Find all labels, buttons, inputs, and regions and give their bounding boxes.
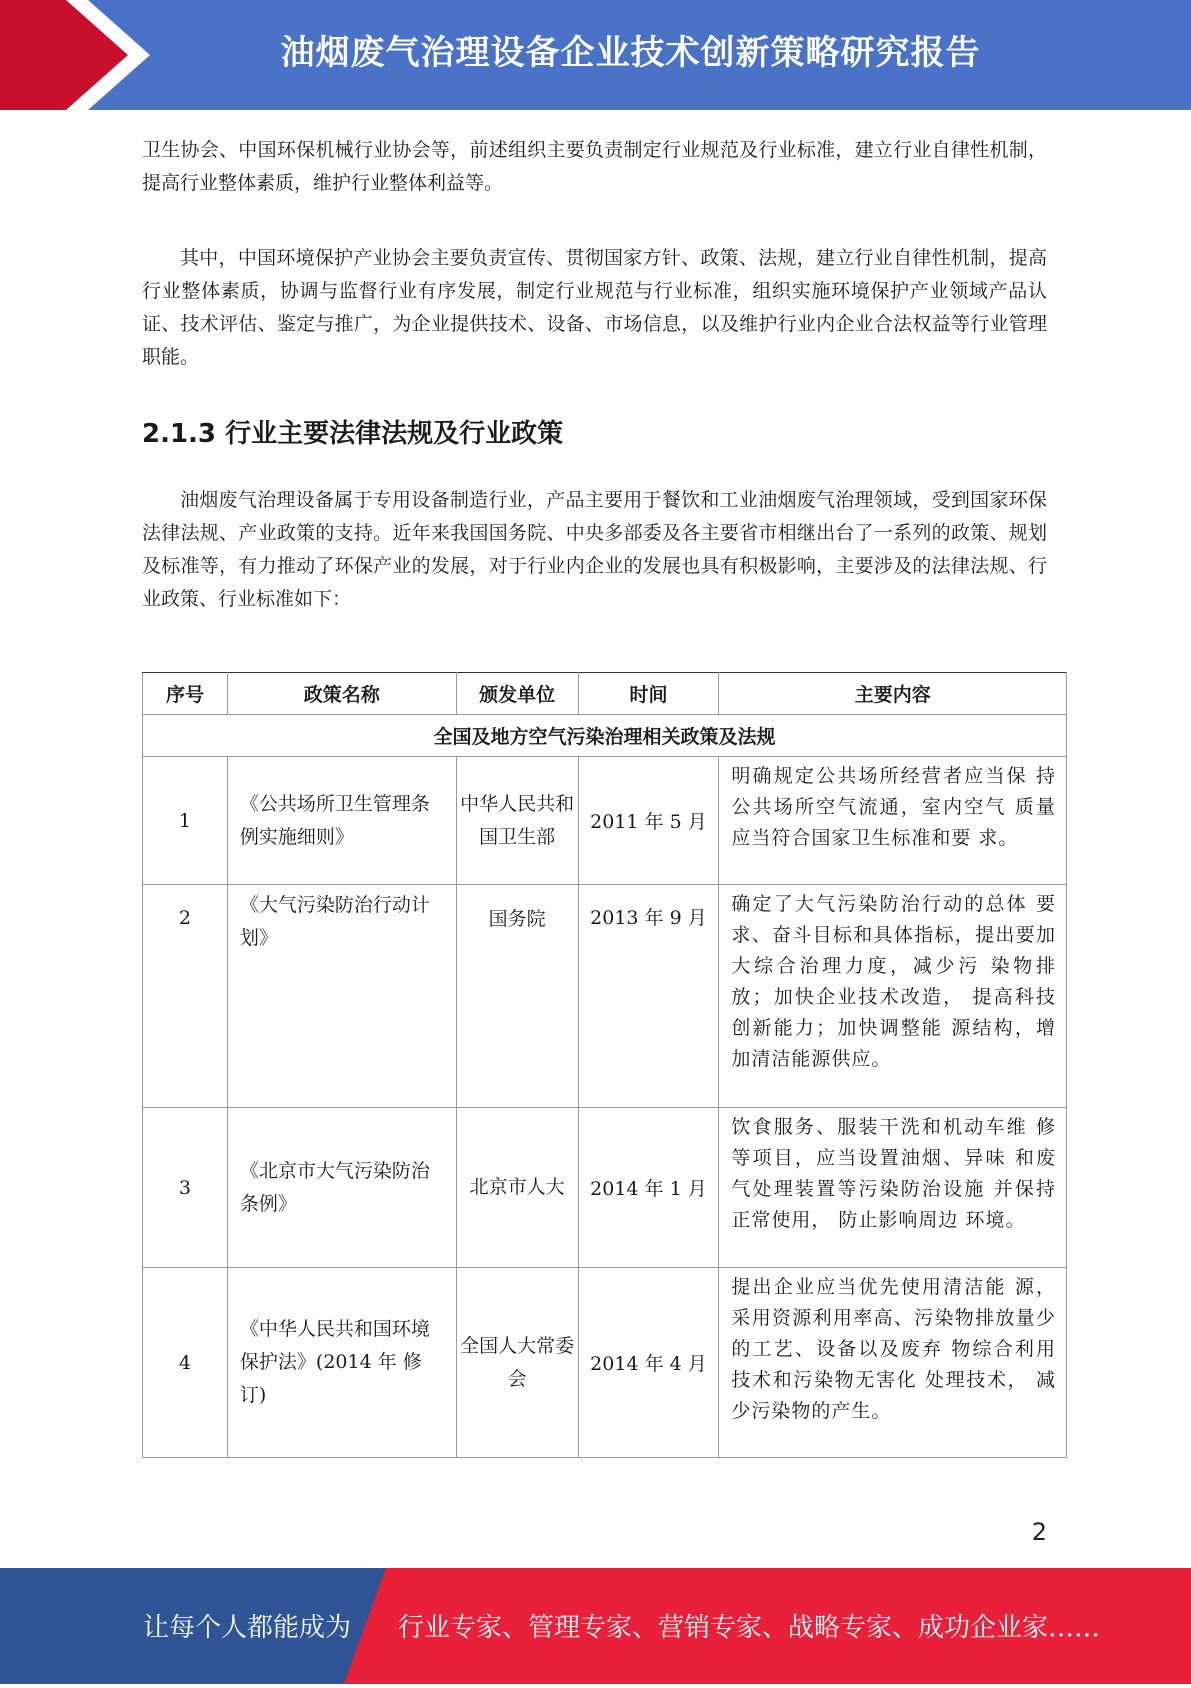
body-content xyxy=(142,134,1047,616)
row-policy-name: 《公共场所卫生管理条例实施细则》 xyxy=(227,757,456,885)
row-date: 2011 年 5 月 xyxy=(578,757,719,885)
page-header xyxy=(0,0,1191,110)
row-num: 3 xyxy=(143,1108,228,1268)
row-issuer: 北京市人大 xyxy=(456,1108,578,1268)
table-row xyxy=(143,1108,1067,1268)
row-content: 提出企业应当优先使用清洁能 源，采用资源利用率高、污染物排放量少的工艺、设备以及废弃 物综合利用技术和污染物无害化 处理技术， 减少污染物的产生。 xyxy=(719,1268,1067,1458)
header-cell-date: 时间 xyxy=(578,673,719,715)
table-row xyxy=(143,885,1067,1108)
report-title: 油烟废气治理设备企业技术创新策略研究报告 xyxy=(280,33,981,73)
table-row xyxy=(143,1268,1067,1458)
header-cell-issuer: 颁发单位 xyxy=(456,673,578,715)
row-policy-name: 《大气污染防治行动计划》 xyxy=(227,885,456,1108)
row-date: 2014 年 1 月 xyxy=(578,1108,719,1268)
category-cell: 全国及地方空气污染治理相关政策及法规 xyxy=(143,715,1067,757)
row-issuer: 全国人大常委会 xyxy=(456,1268,578,1458)
table-row xyxy=(143,757,1067,885)
header-cell-num: 序号 xyxy=(143,673,228,715)
row-policy-name: 《北京市大气污染防治条例》 xyxy=(227,1108,456,1268)
row-date: 2014 年 4 月 xyxy=(578,1268,719,1458)
footer-slogan-right: 行业专家、管理专家、营销专家、战略专家、成功企业家…… xyxy=(398,1613,1101,1643)
table-header-row xyxy=(143,673,1067,715)
row-policy-name: 《中华人民共和国环境保护法》(2014 年 修订) xyxy=(227,1268,456,1458)
header-cell-name: 政策名称 xyxy=(227,673,456,715)
row-num: 2 xyxy=(143,885,228,1108)
paragraph-2: 其中，中国环境保护产业协会主要负责宣传、贯彻国家方针、政策、法规，建立行业自律性机制，提高行业整体素质，协调与监督行业有序发展，制定行业规范与行业标准，组织实施环境保护产业领域产品认证、技术评估、鉴定与推广，为企业提供技术、设备、市场信息，以及维护行业内企业合法权益等行业管理职能。 xyxy=(142,247,1047,368)
header-cell-content: 主要内容 xyxy=(719,673,1067,715)
row-content: 明确规定公共场所经营者应当保 持公共场所空气流通，室内空气 质量应当符合国家卫生标准和要 求。 xyxy=(719,757,1067,885)
section-heading: 2.1.3 行业主要法律法规及行业政策 xyxy=(142,419,564,449)
page-number: 2 xyxy=(1031,1518,1047,1546)
row-content: 确定了大气污染防治行动的总体 要求、奋斗目标和具体指标，提出要加大综合治理力度，减少污 染物排放；加快企业技术改造， 提高科技创新能力；加快调整能 源结构，增加清洁能源供应。 xyxy=(719,885,1067,1108)
row-date: 2013 年 9 月 xyxy=(578,885,719,1108)
row-num: 4 xyxy=(143,1268,228,1458)
policy-table xyxy=(142,672,1067,1458)
footer-slogan-left: 让每个人都能成为 xyxy=(143,1613,352,1643)
row-num: 1 xyxy=(143,757,228,885)
row-content: 饮食服务、服装干洗和机动车维 修等项目，应当设置油烟、异味 和废气处理装置等污染防治设施 并保持正常使用， 防止影响周边 环境。 xyxy=(719,1108,1067,1268)
row-issuer: 中华人民共和国卫生部 xyxy=(456,757,578,885)
section-intro: 油烟废气治理设备属于专用设备制造行业，产品主要用于餐饮和工业油烟废气治理领域，受到国家环保法律法规、产业政策的支持。近年来我国国务院、中央多部委及各主要省市相继出台了一系列的政策、规划及标准等，有力推动了环保产业的发展，对于行业内企业的发展也具有积极影响，主要涉及的法律法规、行业政策、行业标准如下： xyxy=(142,489,1047,610)
paragraph-1: 卫生协会、中国环保机械行业协会等，前述组织主要负责制定行业规范及行业标准，建立行业自律性机制，提高行业整体素质，维护行业整体利益等。 xyxy=(142,139,1047,194)
table-category-row xyxy=(143,715,1067,757)
page-footer xyxy=(0,1568,1191,1684)
row-issuer: 国务院 xyxy=(456,885,578,1108)
